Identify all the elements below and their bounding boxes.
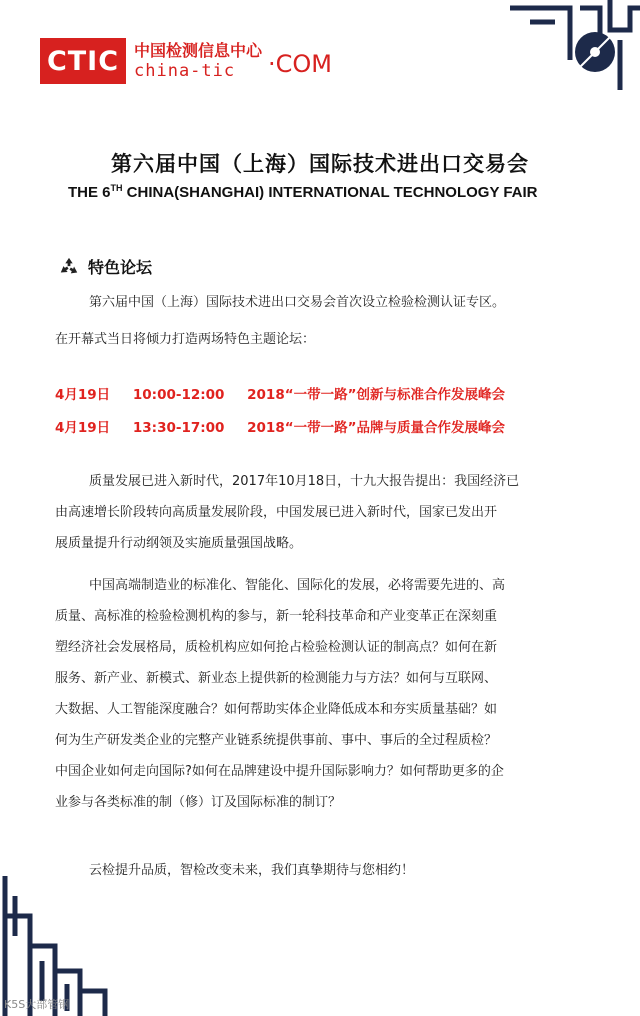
text-line: 中国企业如何走向国际?如何在品牌建设中提升国际影响力？如何帮助更多的企 [55, 764, 504, 779]
subtitle-prefix: THE 6 [68, 184, 111, 201]
logo-en-text: china-tic [134, 60, 236, 81]
event-name: 2018“一带一路”创新与标准合作发展峰会 [247, 387, 505, 403]
body-paragraph-2 [55, 570, 605, 818]
event-name: 2018“一带一路”品牌与质量合作发展峰会 [247, 420, 505, 436]
subtitle-sup: TH [110, 183, 123, 193]
body-paragraph-1 [55, 466, 605, 559]
logo-text [134, 40, 263, 81]
section-header [58, 255, 152, 278]
text-line: 何为生产研发类企业的完整产业链系统提供事前、事中、事后的全过程质检？ [55, 733, 498, 748]
text-line: 质量发展已进入新时代，2017年10月18日，十九大报告提出：我国经济已 [89, 474, 520, 489]
text-line: 展质量提升行动纲领及实施质量强国战略。 [55, 536, 303, 551]
ctic-logo[interactable] [40, 38, 332, 84]
logo-dotcom: ·COM [268, 50, 332, 78]
event-date: 4月19日 [55, 420, 111, 436]
text-line: 质量、高标准的检验检测机构的参与，新一轮科技革命和产业变革正在深刻重 [55, 609, 498, 624]
text-line: 服务、新产业、新模式、新业态上提供新的检测能力与方法？如何与互联网、 [55, 671, 498, 686]
section-title: 特色论坛 [88, 258, 153, 277]
logo-cn-text: 中国检测信息中心 [134, 40, 263, 60]
text-line: 业参与各类标准的制（修）订及国际标准的制订？ [55, 795, 342, 810]
logo-box: CTIC [40, 38, 126, 84]
subtitle-rest: CHINA(SHANGHAI) INTERNATIONAL TECHNOLOGY FAIR [122, 184, 538, 201]
event-time: 13:30-17:00 [132, 420, 225, 436]
corner-pattern-bottom [0, 876, 140, 1016]
event-time: 10:00-12:00 [132, 387, 225, 403]
watermark: K5S大部管钢 [4, 998, 70, 1011]
text-line: 中国高端制造业的标准化、智能化、国际化的发展，必将需要先进的、高 [89, 578, 506, 593]
event-item [55, 416, 523, 436]
event-item [55, 383, 523, 403]
text-line: 由高速增长阶段转向高质量发展阶段，中国发展已进入新时代，国家已发出开 [55, 505, 498, 520]
corner-pattern-top [510, 0, 640, 95]
closing-line: 云检提升品质，智检改变未来，我们真挚期待与您相约！ [89, 863, 415, 878]
intro-line-2: 在开幕式当日将倾力打造两场特色主题论坛： [55, 332, 316, 347]
page-title: 第六届中国（上海）国际技术进出口交易会 [111, 152, 529, 176]
event-date: 4月19日 [55, 387, 111, 403]
page-subtitle [68, 183, 538, 201]
text-line: 塑经济社会发展格局，质检机构应如何抢占检验检测认证的制高点？如何在新 [55, 640, 498, 655]
text-line: 大数据、人工智能深度融合？如何帮助实体企业降低成本和夯实质量基础？如 [55, 702, 498, 717]
intro-line-1: 第六届中国（上海）国际技术进出口交易会首次设立检验检测认证专区。 [89, 295, 506, 310]
recycle-icon [58, 256, 80, 278]
